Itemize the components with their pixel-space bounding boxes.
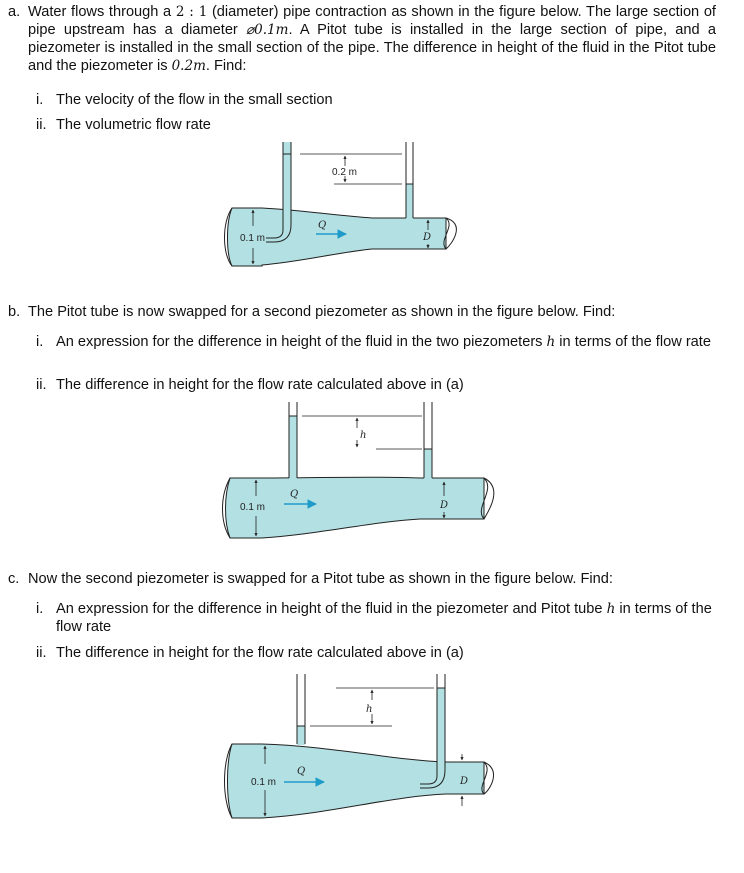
figure-c-diameter-label: 0.1 m <box>251 777 277 788</box>
diameter-value: ⌀0.1m <box>246 22 289 38</box>
part-a-text: Water flows through a 2 : 1 (diameter) pipe contraction as shown in the figure below. The large section of pipe upstream has a diameter ⌀0.1m. A Pitot tube is installed in the large section of pipe, and a piezometer is installed in the small section of the pipe. The difference in height of the fluid in the Pitot tube and the piezometer is 0.2m. Find: <box>28 4 716 74</box>
figure-a-flow-label: Q <box>318 220 327 231</box>
part-b-item-1: i. An expression for the difference in height of the fluid in the two piezometers h in terms of the flow rate <box>36 334 711 350</box>
part-a-item-1: i. The velocity of the flow in the small section <box>36 92 333 108</box>
figure-b-height-label: h <box>360 430 367 441</box>
figure-a-diameter-label: 0.1 m <box>240 233 266 244</box>
part-c-question: c. Now the second piezometer is swapped for a Pitot tube as shown in the figure below. Find: <box>8 571 613 587</box>
figure-a-height-label: 0.2 m <box>332 167 358 178</box>
piezometer-c <box>297 726 305 745</box>
part-b-item-2: ii. The difference in height for the flow rate calculated above in (a) <box>36 377 464 393</box>
figure-a-small-label: D <box>423 232 432 243</box>
figure-b-flow-label: Q <box>290 489 299 500</box>
part-c-item-1: i. An expression for the difference in height of the fluid in the piezometer and Pitot tube h in terms of the flow rate <box>36 601 712 635</box>
figure-b-diameter-label: 0.1 m <box>240 502 266 513</box>
figure-c-flow-label: Q <box>297 766 306 777</box>
pitot-tube-c <box>437 688 445 780</box>
figure-c-height-label: h <box>366 704 373 715</box>
height-value: 0.2m <box>171 58 206 74</box>
h-variable-c: h <box>606 601 616 617</box>
figure-b-small-label: D <box>440 500 449 511</box>
part-a-label: a. <box>8 4 21 20</box>
part-c-item-2: ii. The difference in height for the flow rate calculated above in (a) <box>36 645 464 661</box>
h-variable: h <box>546 334 556 350</box>
figure-c-small-label: D <box>460 776 469 787</box>
part-a-item-2: ii. The volumetric flow rate <box>36 117 211 133</box>
ratio-value: 2 : 1 <box>175 4 208 20</box>
part-b-question: b. The Pitot tube is now swapped for a second piezometer as shown in the figure below. Find: <box>8 304 616 320</box>
